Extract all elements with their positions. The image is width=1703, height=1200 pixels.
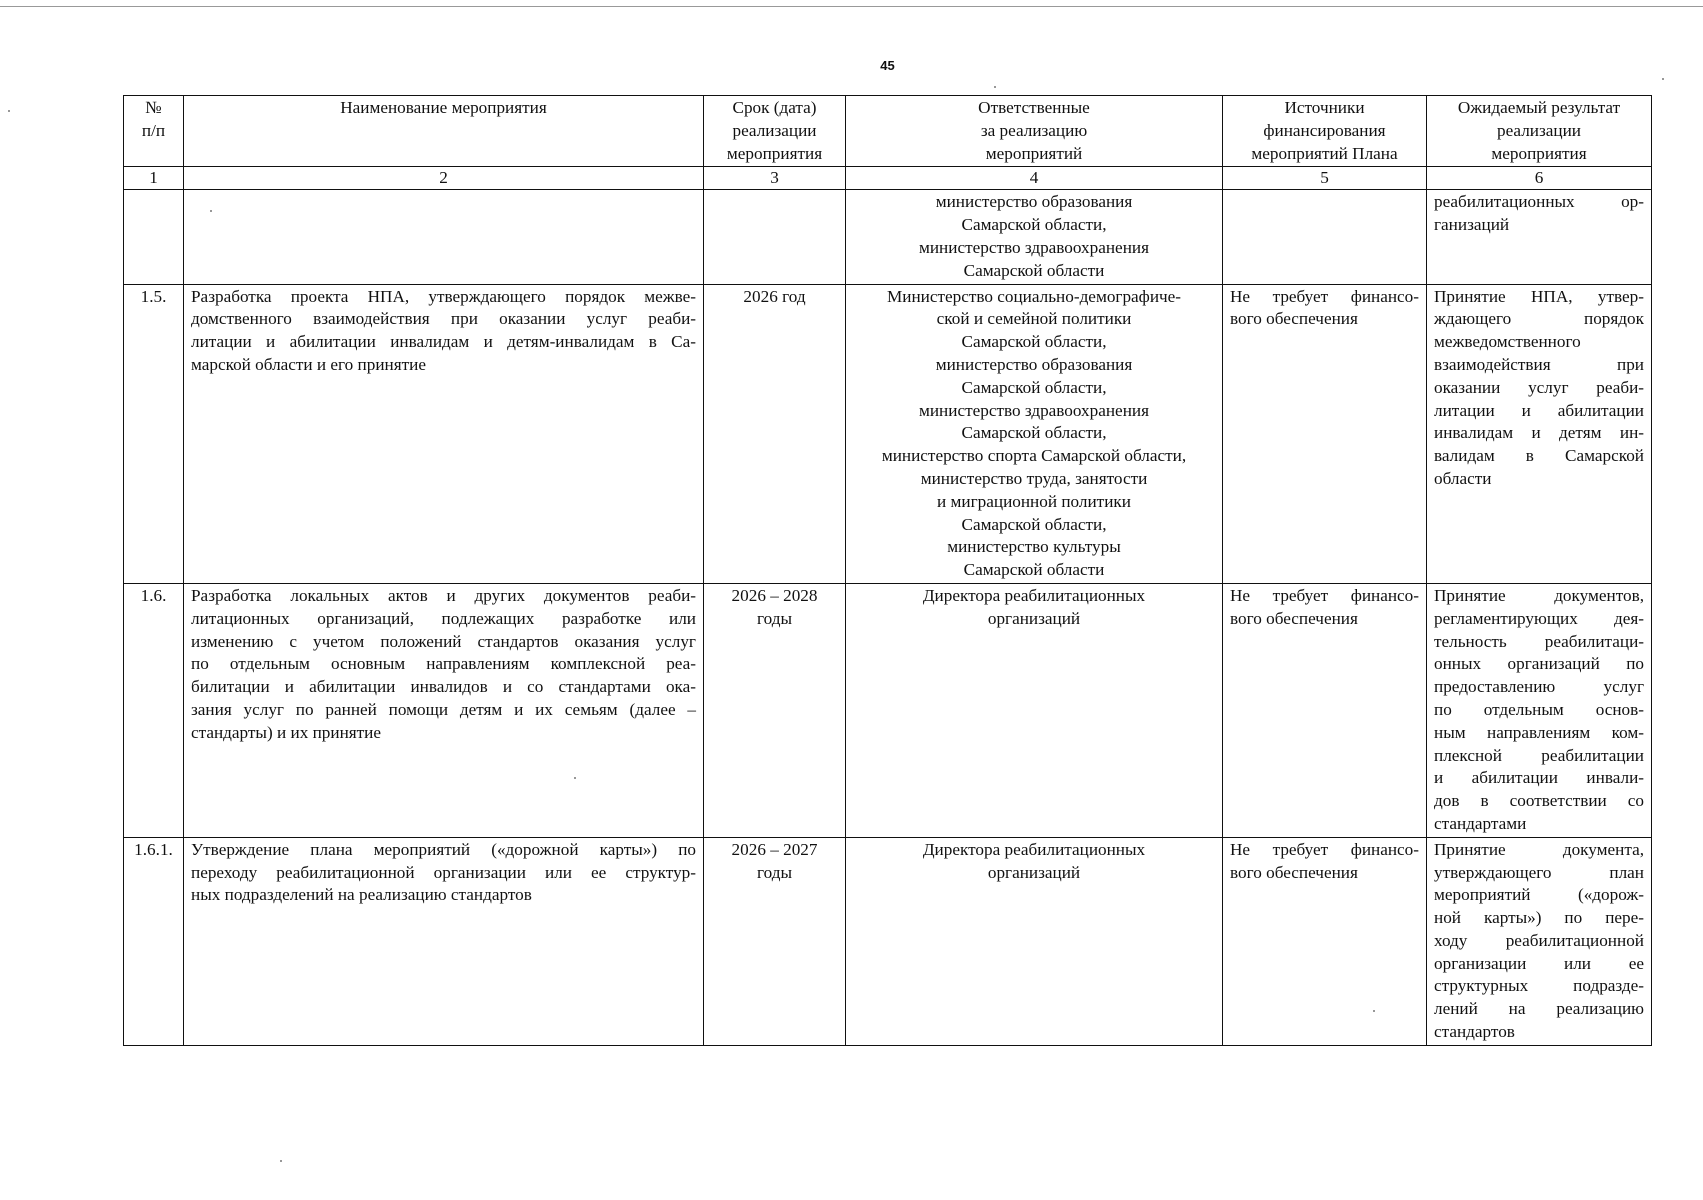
measure-name	[184, 583, 704, 837]
text-line: ходу реабилитационной	[1434, 930, 1644, 950]
text-line: билитации и абилитации инвалидов и со стандартами ока-	[191, 677, 696, 697]
text-line: министерство здравоохранения	[918, 237, 1149, 257]
text-line: мероприятий («дорож-	[1434, 885, 1644, 905]
text-line: вого обеспечения	[1230, 608, 1358, 628]
column-number: 3	[704, 167, 846, 190]
text-line: 2026 – 2027	[731, 839, 818, 859]
text-line: Самарской области,	[961, 514, 1107, 534]
text-line: переходу реабилитационной организации или ее структур-	[191, 862, 696, 882]
column-number: 1	[124, 167, 184, 190]
expected-result	[1427, 190, 1652, 284]
column-number: 5	[1223, 167, 1427, 190]
text-line: 2026 – 2028	[731, 585, 818, 605]
measure-name	[184, 284, 704, 583]
header-term: Срок (дата) реализации мероприятия	[704, 96, 846, 167]
deadline	[704, 583, 846, 837]
column-number: 2	[184, 167, 704, 190]
action-plan-table	[123, 95, 1652, 1046]
header-sources: Источники финансирования мероприятий Плана	[1223, 96, 1427, 167]
text-line: Самарской области	[963, 560, 1105, 580]
text-line: Самарской области,	[961, 215, 1107, 235]
text-line: литации и абилитации инвалидам и детям-инвалидам в Са-	[191, 332, 696, 352]
text-line: ной карты») по пере-	[1434, 908, 1644, 928]
text-line: Принятие НПА, утвер-	[1434, 286, 1644, 306]
text-line: литационных организаций, подлежащих разработке или	[191, 608, 696, 628]
row-number: 1.6.	[124, 583, 184, 837]
text-line: Не требует финансо-	[1230, 286, 1419, 306]
text-line: стандартов	[1434, 1022, 1515, 1042]
scan-speck	[574, 777, 576, 779]
text-line: вого обеспечения	[1230, 862, 1358, 882]
text-line: межведомственного	[1434, 332, 1581, 352]
text-line: стандарты) и их принятие	[191, 722, 382, 742]
page-number: 45	[880, 58, 895, 73]
header-row	[124, 96, 1652, 167]
header-num: № п/п	[124, 96, 184, 167]
funding-source	[1223, 583, 1427, 837]
table-row	[124, 837, 1652, 1045]
expected-result	[1427, 583, 1652, 837]
text-line: министерство труда, занятости	[920, 468, 1148, 488]
text-line: ждающего порядок	[1434, 309, 1644, 329]
text-line: министерство образования	[935, 192, 1133, 212]
scan-top-edge	[0, 6, 1703, 7]
column-number-row	[124, 167, 1652, 190]
text-line: Утверждение плана мероприятий («дорожной карты») по	[191, 839, 696, 859]
table-row	[124, 284, 1652, 583]
text-line: Разработка проекта НПА, утверждающего порядок межве-	[191, 286, 696, 306]
funding-source	[1223, 284, 1427, 583]
text-line: онных организаций по	[1434, 654, 1644, 674]
measure-name	[184, 837, 704, 1045]
text-line: утверждающего план	[1434, 862, 1644, 882]
text-line: ных подразделений на реализацию стандартов	[191, 885, 532, 905]
text-line: структурных подразде-	[1434, 976, 1644, 996]
header-name: Наименование мероприятия	[184, 96, 704, 167]
text-line: литации и абилитации	[1434, 400, 1644, 420]
row-number	[124, 190, 184, 284]
deadline	[704, 190, 846, 284]
text-line: по отдельным основным направлениям комплексной реа-	[191, 654, 696, 674]
text-line: годы	[756, 862, 792, 882]
expected-result	[1427, 284, 1652, 583]
table-row	[124, 583, 1652, 837]
text-line: организаций	[987, 862, 1081, 882]
text-line: Принятие документов,	[1434, 585, 1644, 605]
responsible-bodies	[846, 837, 1223, 1045]
text-line: стандартами	[1434, 813, 1527, 833]
scan-speck	[210, 210, 212, 212]
text-line: министерство культуры	[947, 537, 1121, 557]
text-line: предоставлению услуг	[1434, 677, 1644, 697]
text-line: Самарской области,	[961, 332, 1107, 352]
text-line: домственного взаимодействия при оказании услуг реаби-	[191, 309, 696, 329]
text-line: Самарской области,	[961, 423, 1107, 443]
scan-speck	[280, 1160, 282, 1162]
scan-speck	[994, 86, 996, 88]
text-line: оказании услуг реаби-	[1434, 377, 1644, 397]
text-line: и миграционной политики	[937, 491, 1131, 511]
text-line: реабилитационных ор-	[1434, 192, 1644, 212]
header-responsible: Ответственные за реализацию мероприятий	[846, 96, 1223, 167]
funding-source	[1223, 190, 1427, 284]
text-line: Министерство социально-демографиче-	[886, 286, 1182, 306]
responsible-bodies	[846, 284, 1223, 583]
text-line: изменению с учетом положений стандартов оказания услуг	[191, 631, 696, 651]
text-line: Директора реабилитационных	[922, 585, 1146, 605]
text-line: области	[1434, 468, 1492, 488]
text-line: валидам в Самарской	[1434, 446, 1644, 466]
text-line: ным направлениям ком-	[1434, 722, 1644, 742]
text-line: по отдельным основ-	[1434, 699, 1644, 719]
text-line: лений на реализацию	[1434, 999, 1644, 1019]
text-line: взаимодействия при	[1434, 354, 1644, 374]
scan-speck	[1662, 78, 1664, 80]
text-line: дов в соответствии со	[1434, 791, 1644, 811]
table-row	[124, 190, 1652, 284]
text-line: Самарской области,	[961, 377, 1107, 397]
text-line: министерство здравоохранения	[918, 400, 1149, 420]
text-line: Директора реабилитационных	[922, 839, 1146, 859]
text-line: организации или ее	[1434, 953, 1644, 973]
text-line: инвалидам и детям ин-	[1434, 423, 1644, 443]
text-line: плексной реабилитации	[1434, 745, 1644, 765]
text-line: марской области и его принятие	[191, 354, 426, 374]
text-line: Принятие документа,	[1434, 839, 1644, 859]
deadline	[704, 284, 846, 583]
measure-name	[184, 190, 704, 284]
text-line: 2026 год	[743, 286, 806, 306]
text-line: Не требует финансо-	[1230, 585, 1419, 605]
text-line: зания услуг по ранней помощи детям и их семьям (далее –	[191, 699, 696, 719]
text-line: вого обеспечения	[1230, 309, 1358, 329]
responsible-bodies	[846, 583, 1223, 837]
scan-speck	[1373, 1010, 1375, 1012]
text-line: ганизаций	[1434, 215, 1510, 235]
text-line: министерство образования	[935, 354, 1133, 374]
expected-result	[1427, 837, 1652, 1045]
text-line: и абилитации инвали-	[1434, 768, 1644, 788]
text-line: Разработка локальных актов и других документов реаби-	[191, 585, 696, 605]
text-line: Не требует финансо-	[1230, 839, 1419, 859]
row-number: 1.5.	[124, 284, 184, 583]
text-line: организаций	[987, 608, 1081, 628]
text-line: годы	[756, 608, 792, 628]
header-result: Ожидаемый результат реализации мероприятия	[1427, 96, 1652, 167]
text-line: тельность реабилитаци-	[1434, 631, 1644, 651]
column-number: 6	[1427, 167, 1652, 190]
text-line: регламентирующих дея-	[1434, 608, 1644, 628]
scan-speck	[8, 110, 10, 112]
text-line: министерство спорта Самарской области,	[881, 446, 1187, 466]
text-line: ской и семейной политики	[936, 309, 1132, 329]
funding-source	[1223, 837, 1427, 1045]
deadline	[704, 837, 846, 1045]
column-number: 4	[846, 167, 1223, 190]
text-line: Самарской области	[963, 260, 1105, 280]
responsible-bodies	[846, 190, 1223, 284]
row-number: 1.6.1.	[124, 837, 184, 1045]
